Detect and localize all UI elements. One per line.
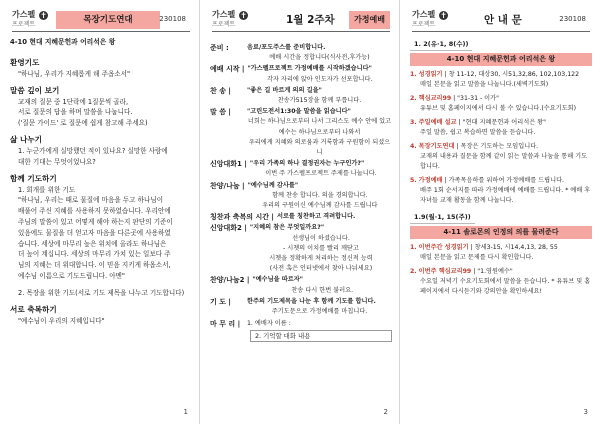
order-row [210,86,392,106]
item-text: | 가족목음하를 위하여 가정예배를 드립니다. [444,177,565,184]
order-text [247,43,392,63]
item-number: 2. [410,95,417,102]
order-text [250,159,392,179]
section-list [10,57,192,327]
item-number: 1. [410,71,417,78]
section-line: 습니다. 세상에 마무리 높은 위치에 올라도 하나님은 [18,239,167,248]
section-line: "예수님이 우리의 지혜입니다" [18,316,105,325]
item-head [410,118,592,128]
order-line: 주기도문으로 가정예배를 마칩니다. [271,308,368,316]
announcement-item [410,267,592,297]
header-rule [212,31,390,32]
section-line: 더 높이 계십니다. 세상의 마무리 가치 있는 일보다 주 [18,250,171,259]
sermon-title: 4-10 현대 지혜문헌과 어리석은 왕 [10,38,116,46]
order-line: 찬송가515장을 함께 부릅니다. [277,97,362,105]
order-label: 신앙대화1 | [210,160,247,169]
order-line: 예배 시간을 정합니다(식사전,후가능) [269,54,370,62]
section-line: 1. 회개를 위한 기도 [18,185,76,194]
order-label: 찬 송 | [210,86,231,95]
order-text [248,181,392,212]
announcement-item [410,94,592,114]
order-line: 함께 찬송 합니다. 의을 경의합니다. [272,191,368,199]
logo-text-bottom: 프로젝트 [12,21,36,28]
order-line: 각자 자리에 앉아 인도자가 선포합니다. [267,75,373,83]
order-line: 찬송 다시 한번 불러요. [291,286,354,294]
order-line: "우리 가족의 하나 결정권자는 누구인가?" [249,160,365,168]
closing-line-1: 1. 예배자 이름 : [247,320,291,328]
item-title: 주일예배 설교 [418,119,457,126]
order-text [247,64,392,84]
order-text [247,107,392,158]
item-title: 가정예배 [418,177,443,184]
section-line: ('질문 가이드' 로 질문에 쉽게 참고해 주세요) [18,119,148,128]
item-number: 4. [410,143,417,150]
item-sub: 수요일 저녁기 수요기도회에서 말씀을 듣습니다. * 유튜브 및 홈페이지에서 다시듣기와 강의안을 확인하세요! [420,278,591,295]
section-line: 있음에도 물질을 더 얻고자 마음을 다른곳에 사용하였 [18,228,171,237]
family-worship-tag: 가정예배 [349,11,390,29]
order-line: "예수님께 감사를" [247,181,299,189]
order-text [252,275,392,295]
section-title: 함께 기도하기 [10,173,57,183]
memory-box: 2. 기억할 대화 내용 [250,330,392,342]
announcement-items [410,70,592,206]
announcement-item [410,118,592,138]
date-pill-next: 1.9(월·1, 15(주)) [410,211,475,224]
section-line: 님의 지혜는 더 위대합니다. 이 믿음 지키게 하옵소서, [18,261,171,270]
page-title: 목장기도연대 [56,11,160,29]
announcement-list [410,38,592,297]
item-sub: 매일 본문을 읽고 문제를 다시 확인합니다. [420,254,534,261]
week-title: 1월 2주차 [286,14,335,26]
item-title: 이번주 핵심교리99 [418,268,472,275]
date-code: 230108 [559,15,586,23]
page-prayer-guide [0,0,200,424]
order-line: "지혜의 참은 무엇일까요?" [249,224,325,232]
announcement-item [410,70,592,90]
item-title: 핵심교리99 [418,95,452,102]
order-label: 찬양/나눔 | [210,181,245,190]
cross-icon: ✝ [240,11,247,20]
page-number: 3 [583,408,588,416]
page3-header [412,10,590,32]
order-row [210,159,392,179]
order-line: "고린도전서1:30을 말씀을 읽습니다" [247,108,351,116]
logo-text-bottom: 프로젝트 [212,21,236,28]
order-line: 서로를 칭찬하고 격려합니다. [276,213,356,221]
section-line: 1. 누군가에게 실망했던 적이 있나요? 실망한 사람에 [18,146,168,155]
gospel-project-logo [412,10,446,32]
item-number: 1. [410,244,417,251]
gospel-project-logo [212,10,246,32]
order-label: 마 무 리 | [210,320,241,329]
item-sub: 교재의 내용과 질문을 함께 같이 읽는 말씀과 나눔을 통해 기도합니다. [420,153,588,170]
order-row [210,64,392,84]
order-row [210,43,392,63]
logo-text-top: 가스펠 [212,10,236,19]
order-label: 예배 시작 | [210,65,245,74]
order-text [247,297,392,317]
order-row [210,297,392,317]
item-head [410,267,592,277]
order-line: 우리의 구원이신 예수님께 감사를 드립니다 [262,202,378,210]
item-sub: 배주 1회 순서지를 따라 가정예배에 예배를 드립니다. * 예배 후 자녀들 교재 활동을 함께 나눕니다. [420,187,591,204]
order-label: 찬양/나눔2 | [210,276,250,285]
page2-header [212,10,390,32]
section-line: 2. 목장을 위한 기도(서로 기도 제목을 나누고 기도합니다) [18,288,185,297]
order-row [210,107,392,158]
order-line: "예수님을 따르자" [252,276,303,284]
section-title: 서로 축복하기 [10,304,57,314]
item-head [410,94,592,104]
order-line: 예수는 하나님으로부터 나와서 [278,128,361,136]
order-line: (사전 혹은 인터넷에서 찾아 나눠세요) [269,265,373,273]
item-text: | "현대 지혜문헌과 어리석은 왕" [458,119,546,126]
order-label: 준비 : [210,44,229,52]
header-rule [412,31,590,32]
order-row [210,212,392,222]
item-text: | 창 11-12, 대상30, 시51,32,86, 102,103,122 [444,71,580,78]
cross-icon: ✝ [440,11,447,20]
logo-text-top: 가스펠 [12,10,36,19]
item-title: 이번주간 성경읽기 [418,244,469,251]
item-text: | 목장은 기도하는 모임입니다. [456,143,539,150]
item-title: 성경읽기 [418,71,443,78]
section-line: 교재의 질문 중 1단락에 1질문씩 골라, [18,97,129,106]
item-number: 3. [410,119,417,126]
order-row [210,181,392,212]
item-head [410,70,592,80]
item-text: | "31-31 - 이가" [453,95,499,102]
order-line: 한주의 기도제목을 나눈 후 함께 기도를 합니다. [247,297,376,305]
section-title: 말씀 깊이 보기 [10,85,60,95]
order-line: 이번 주 가스펠프로젝트 주제를 나눕니다. [265,170,377,178]
page1-content [10,37,192,326]
item-title: 목장기도연대 [418,143,455,150]
page-title: 안 내 문 [484,14,522,26]
section-line: "하나님, 우리가 지혜롭게 해 주옵소서" [18,69,131,78]
lesson-head: 4-10 현대 지혜문헌과 어리석은 왕 [410,53,592,66]
cross-icon: ✝ [40,11,47,20]
order-text [277,212,392,222]
item-text: | "1.영원예수" [473,268,513,275]
order-line: - 시쳇의 이치를 빨리 깨닫고 [283,244,359,252]
header-rule [12,31,190,32]
section-line: 배풀어 주신 지혜를 사용하지 못하였습니다. 우리안에 [18,207,171,216]
item-number: 2. [410,268,417,275]
order-text [247,86,392,106]
item-text: | 창세3-15, 시14,4,13, 28, 55 [470,244,558,251]
order-label: 말 씀 | [210,108,231,117]
section-title: 삶 나누기 [10,134,42,144]
order-line: 너희는 하나님으로부터 나서 그리스도 예수 안에 있고 [247,118,392,126]
item-sub: 주일 말씀, 쉽고 복습하면 말씀을 듣습니다. [420,129,536,136]
page1-header [12,10,190,32]
order-row-closing [210,319,392,329]
order-line: "좋은 길 바르게 의의 길을" [247,86,322,94]
logo-text-bottom: 프로젝트 [412,21,436,28]
item-head [410,176,592,186]
date-code: 230108 [159,15,186,23]
item-number: 5. [410,177,417,184]
announcement-item [410,243,592,263]
page-family-worship [200,0,400,424]
order-label: 칭찬과 축복의 시간 | [210,213,274,222]
order-row [210,275,392,295]
order-line: "가스펠프로젝트 가정예배를 시작하겠습니다" [247,65,372,73]
announcement-item [410,142,592,172]
gospel-project-logo [12,10,46,32]
item-sub: 매일 본문을 읽고 말씀을 나눕니다.(세벽기도회) [420,81,549,88]
worship-order [210,43,392,342]
next-week-items [410,243,592,297]
order-line: 우리에게 지혜와 의로움과 거룩함과 구원함이 되셨으니 [248,138,391,157]
order-line: 시쳇을 정확하게 처리하는 정신적 능력 [269,255,373,263]
section-line: 대한 기대는 무엇이었나요? [18,157,96,166]
order-line: 음료/포도주스를 준비합니다. [247,44,326,51]
item-sub: 유튜브 및 홈페이지에서 다시 볼 수 있습니다.(수요기도회) [420,105,577,112]
item-head [410,142,592,152]
page-announcements [400,0,600,424]
order-list [210,43,392,317]
page-number: 2 [383,408,388,416]
order-row [210,223,392,274]
page-number: 1 [183,408,188,416]
section-line: 주님의 말씀이 있고 어떻게 해야 하는지 판단의 기준이 [18,217,173,226]
section-line: 예수님 이름으로 기도드립니다. 아멘" [18,271,125,280]
section-line: "하나님, 우리는 때로 물질에 마음을 두고 하나님이 [18,196,164,205]
order-text [250,223,392,274]
next-lesson-head: 4-11 솔로몬의 인정의 의를 물려준다 [410,226,592,239]
item-head [410,243,592,253]
section-line: 서로 질문의 답을 하며 말씀을 나눕니다. [18,108,133,117]
order-label: 신앙대화2 | [210,224,247,233]
date-pill: 1. 2(유·1, 8(수)) [410,38,472,51]
logo-text-top: 가스펠 [412,10,436,19]
section-title: 환영기도 [10,57,40,67]
order-label: 기 도 | [210,297,231,306]
announcement-item [410,176,592,206]
order-line: 선생님이 하셨습니다. [292,234,350,242]
